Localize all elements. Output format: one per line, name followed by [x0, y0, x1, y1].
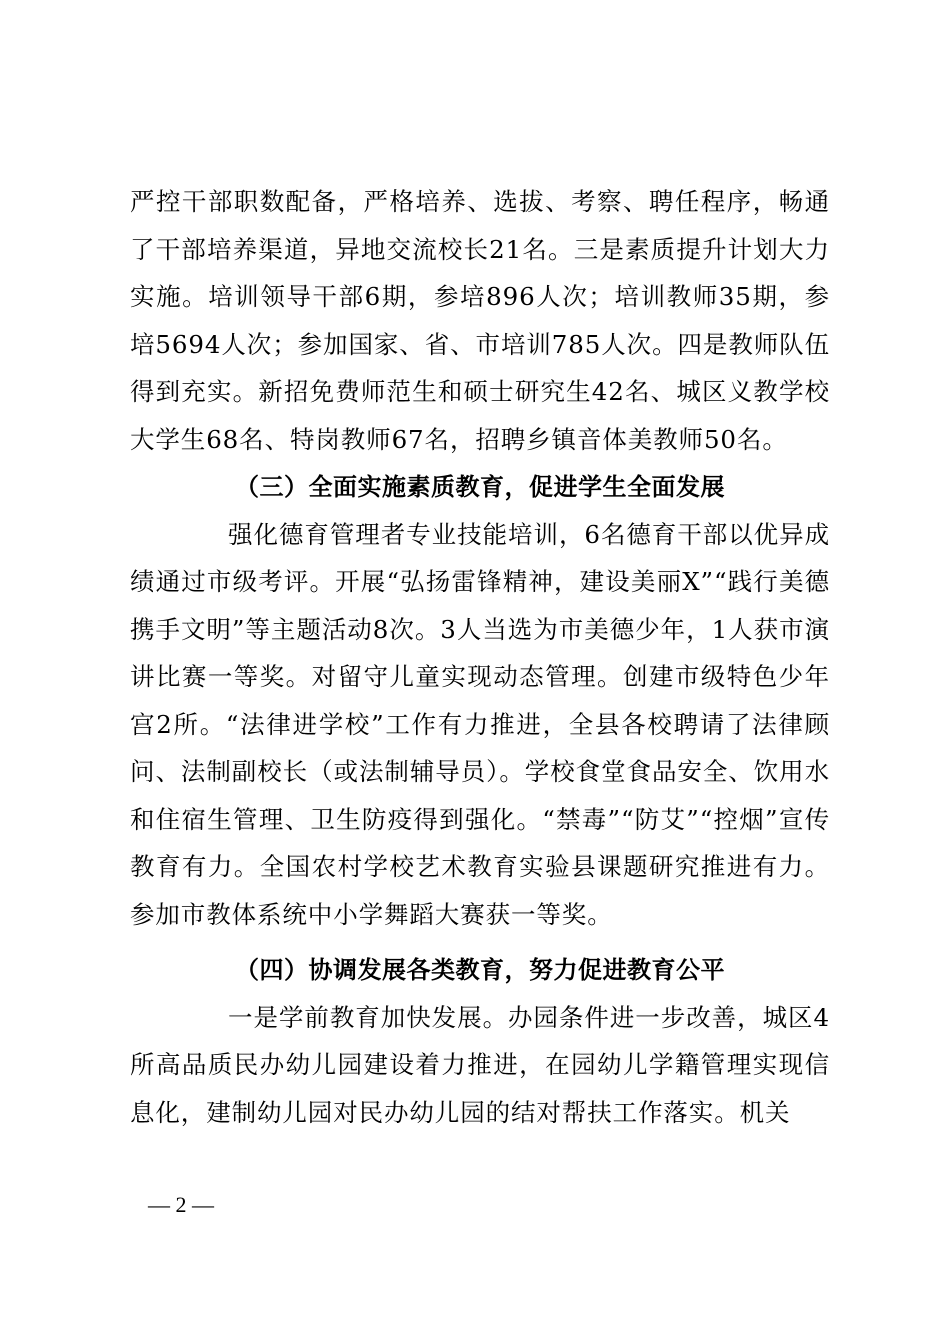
- section-heading-4: （四）协调发展各类教育，努力促进教育公平: [235, 955, 725, 984]
- section-heading-3: （三）全面实施素质教育，促进学生全面发展: [235, 472, 725, 501]
- body-paragraph-2: 强化德育管理者专业技能培训，6名德育干部以优异成绩通过市级考评。开展“弘扬雷锋精神，建设美丽X”“践行美德携手文明”等主题活动8次。3人当选为市美德少年，1人获市演讲比赛一等奖。对留守儿童实现动态管理。创建市级特色少年宫2所。“法律进学校”工作有力推进，全县各校聘请了法律顾问、法制副校长（或法制辅导员）。学校食堂食品安全、饮用水和住宿生管理、卫生防疫得到强化。“禁毒”“防艾”“控烟”宣传教育有力。全国农村学校艺术教育实验县课题研究推进有力。参加市教体系统中小学舞蹈大赛获一等奖。: [130, 519, 830, 929]
- document-body: [130, 178, 830, 1136]
- page-number: — 2 —: [148, 1192, 214, 1217]
- body-paragraph-1: 严控干部职数配备，严格培养、选拔、考察、聘任程序，畅通了干部培养渠道，异地交流校长21名。三是素质提升计划大力实施。培训领导干部6期，参培896人次；培训教师35期，参培5694人次；参加国家、省、市培训785人次。四是教师队伍得到充实。新招免费师范生和硕士研究生42名、城区义教学校大学生68名、特岗教师67名，招聘乡镇音体美教师50名。: [130, 187, 830, 454]
- body-paragraph-3: 一是学前教育加快发展。办园条件进一步改善，城区4所高品质民办幼儿园建设着力推进，在园幼儿学籍管理实现信息化，建制幼儿园对民办幼儿园的结对帮扶工作落实。机关: [130, 1002, 830, 1127]
